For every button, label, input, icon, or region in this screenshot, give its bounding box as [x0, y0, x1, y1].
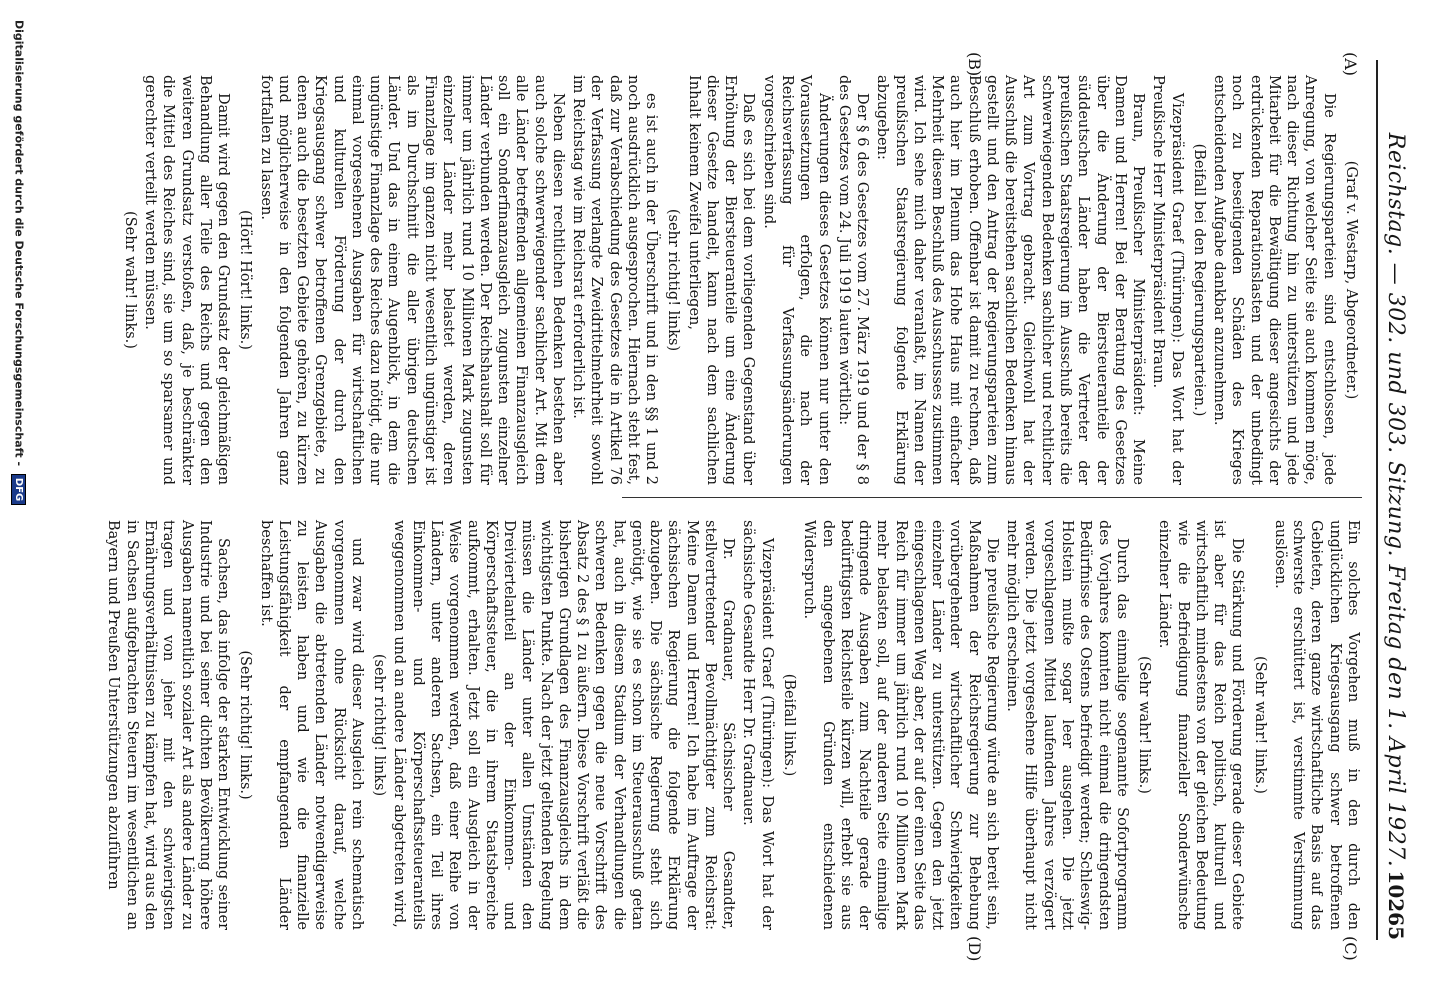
interjection: (Beifall bei den Regierungsparteien.) — [1190, 143, 1207, 417]
credit-text: Digitalisierung gefördert durch die Deutsche Forschungsgemeinschaft - — [12, 20, 26, 467]
margin-mark-b: (B) — [965, 52, 984, 77]
page-header — [1372, 60, 1412, 940]
paragraph: Sachsen, das infolge der starken Entwicklung seiner Industrie und bei seiner dichten Bevölkerung höhere Ausgaben namentlich sozialer Art als andere Länder zu tragen und von jeher mit den schwierigsten Ernährungsverhältnissen zu kämpfen hat, wird aus den in Sachsen aufgebrachten Steuern im wesentlichen an Bayern und Preußen Unterstützungen abzuführen — [105, 520, 232, 930]
margin-mark-c: (C) — [1341, 936, 1360, 961]
margin-mark-a: (A) — [1341, 52, 1360, 77]
interjection: (Graf v. Westarp, Abgeordneter.) — [1343, 160, 1359, 400]
paragraph: Neben diesen rechtlichen Bedenken bestehen aber auch solche schwerwiegender sachlicher Art. Mit dem alle Länder betreffenden allgemeinen Finanzausgleich soll ein Sonderfinanzausgleich zugunsten einzelner Länder verbunden werden. Der Reichshaushalt soll für immer um jährlich rund 10 Millionen Mark zugunsten einzelner Länder mehr belastet werden, deren Finanzlage im ganzen nicht wesentlich ungünstiger ist als im Durchschnitt die aller übrigen deutschen Länder. Und das in einem Augenblick, in dem die ungünstige Finanzlage des Reiches dazu nötigt, die nur einmal vorgesehenen Ausgaben für wirtschaftlichen und kulturellen Förderung der durch den Kriegsausgang schwer betroffenen Grenzgebiete, zu denen auch die besetzten Gebiete gehören, zu kürzen und möglicherweise in den folgenden Jahren ganz fortfallen zu lassen. — [257, 75, 566, 485]
interjection: (Hört! Hört! links.) — [237, 210, 254, 350]
paragraph: Änderungen dieses Gesetzes können nur unter den Voraussetzungen erfolgen, die nach der Reichsverfassung für Verfassungsänderungen vorgeschrieben sind. — [760, 75, 832, 485]
digitization-credit — [11, 20, 26, 980]
page-title: Reichstag. — 302. und 303. Sitzung. Freitag den 1. April 1927. — [1383, 132, 1408, 868]
interjection: (Sehr richtig! links.) — [237, 650, 254, 800]
header-rule — [1376, 60, 1378, 940]
paragraph: Daß es sich bei dem vorliegenden Gegenstand über Erhöhung der Biersteueranteile um eine Änderung dieser Gesetze handelt, kann nach dem sachlichen Inhalt keinem Zweifel unterliegen, — [685, 75, 757, 485]
paragraph: Dr. Gradnauer, Sächsischer Gesandter, stellvertretender Bevollmächtigter zum Reichsrat: Meine Damen und Herren! Ich habe im Auftrage der sächsischen Regierung die folgende Erklärung abzugeben. Die sächsische Regierung steht sich genötigt, wie sie es schon im Steuerausschuß getan hat, auch in diesem Stadium der Verhandlungen die schweren Bedenken gegen die neue Vorschrift des Absatz 2 des § 1 zu äußern. Diese Vorschrift verläßt die bisherigen Grundlagen des Finanzausgleichs in dem wichtigsten Punkte. Nach der jetzt geltenden Regelung müssen die Länder unter allen Umständen den Dreiviertelanteil an der Einkommen- und Körperschaftssteuer, die in ihrem Staatsbereiche aufkommt, erhalten. Jetzt soll ein Ausgleich in der Weise vorgenommen werden, daß einer Reihe von Ländern, unter anderen Sachsen, ein Teil ihres Einkommen- und Körperschaftssteueranteils weggenommen und an andere Länder abgetreten wird, — [391, 520, 737, 930]
page-number: 10265 — [1384, 870, 1408, 940]
paragraph: Die preußische Regierung würde an sich bereit sein, Maßnahmen der Reichsregierung zur Behebung vorübergehender wirtschaftlicher Schwierigkeiten einzelner Länder zu unterstützen. Gegen den jetzt eingeschlagenen Weg aber, der auf der einen Seite das Reich für immer um jährlich rund 10 Millionen Mark mehr belasten soll, auf der anderen Seite einmalige dringende Ausgaben zum Nachteile gerade der bedürftigsten Reichsteile kürzen will, erhebt sie aus den angegebenen Gründen entschiedenen Widerspruch. — [801, 520, 1000, 930]
paragraph: Braun, Preußischer Ministerpräsident: Meine Damen und Herren! Bei der Beratung des Gesetzes über die Änderung der Biersteueranteile der süddeutschen Länder haben die Vertreter der preußischen Staatsregierung im Ausschuß bereits die schwerwiegenden Bedenken sachlicher und rechtlicher Art zum Vortrag gebracht. Gleichwohl hat der Ausschuß die bereitstehen sachlichen Bedenken hinaus gestellt und den Antrag der Regierungsparteien zum Beschluß erhoben. Offenbar ist damit zu rechnen, daß auch hier im Plenum das Hohe Haus mit einfacher Mehrheit diesem Beschluß des Ausschusses zustimmen wird. Ich sehe mich daher veranlaßt, im Namen der preußischen Staatsregierung folgende Erklärung abzugeben: — [874, 75, 1147, 485]
paragraph: Der § 6 des Gesetzes vom 27. März 1919 und der § 8 des Gesetzes vom 24. Juli 1919 lauten wörtlich: — [835, 75, 871, 485]
left-text-column — [116, 75, 1362, 485]
interjection: (Sehr wahr! links.) — [1136, 656, 1153, 794]
paragraph: Durch das einmalige sogenannte Sofortprogramm des Vorjahres konnten nicht einmal die dringendsten Bedürfnisse des Ostens befriedigt werden; Schleswig-Holstein mußte sogar leer ausgehen. Die jetzt vorgeschlagenen Mittel laufenden Jahres verzögert werden. Die jetzt vorgesehene Hilfe überhaupt nicht mehr möglich erscheinen. — [1004, 520, 1130, 930]
margin-mark-d: (D) — [965, 936, 984, 962]
paragraph: und zwar wird dieser Ausgleich rein schematisch vorgenommen ohne Rücksicht darauf, welche Ausgaben die abtretenden Länder notwendigerweise zu leisten haben und wie die finanzielle Leistungsfähigkeit der empfangenden Länder beschaffen ist. — [257, 520, 365, 930]
paragraph: Damit wird gegen den Grundsatz der gleichmäßigen Behandlung aller Teile des Reichs und gegen den weiteren Grundsatz verstoßen, daß, je beschränkter die Mittel des Reiches sind, sie um so sparsamer und gerechter verteilt werden müssen. — [142, 75, 232, 485]
paragraph: Vizepräsident Graef (Thüringen): Das Wort hat der sächsische Gesandte Herr Dr. Gradnauer. — [740, 520, 775, 930]
paragraph: Vizepräsident Graef (Thüringen): Das Wort hat der Preußische Herr Ministerpräsident Braun. — [1150, 75, 1185, 485]
interjection: (sehr richtig! links) — [665, 208, 682, 352]
paragraph: es ist auch in der Überschrift und in den §§ 1 und 2 noch ausdrücklich ausgesprochen. Hiernach steht fest, daß zur Verabschiedung des Gesetzes die in Artikel 76 der Verfassung verlangte Zweidrittelmehrheit sowohl im Reichstag wie im Reichsrat erforderlich ist. — [570, 75, 660, 485]
interjection: (Sehr wahr! links.) — [121, 211, 138, 349]
column-divider — [622, 497, 1362, 498]
paragraph: Die Regierungsparteien sind entschlossen, jede Anregung, von welcher Seite sie auch kommen möge, nach dieser Richtung hin zu unterstützen und jede Mitarbeit für die Bewältigung dieser angesichts der erdrückenden Reparationslasten und der unbedingt noch zu beseitigenden Schäden des Krieges entscheidenden Aufgabe dankbar anzunehmen. — [1211, 75, 1337, 485]
dfg-logo: DFG — [11, 474, 26, 505]
paragraph: Ein solches Vorgehen muß in den durch den unglücklichen Kriegsausgang schwer betroffenen Gebieten, deren ganze wirtschaftliche Basis auf das schwerste erschüttert ist, verstimmte Verstimmung auslösen. — [1271, 520, 1361, 930]
interjection: (sehr richtig! links) — [371, 653, 388, 797]
interjection: (Sehr wahr! links.) — [1251, 656, 1268, 794]
paragraph: Die Stärkung und Förderung gerade dieser Gebiete ist aber für das Reich politisch, kulturell und wirtschaftlich mindestens von der gleichen Bedeutung wie die Befriedigung finanzieller Sonderwünsche einzelner Länder. — [1156, 520, 1246, 930]
interjection: (Beifall links.) — [781, 673, 798, 777]
right-text-column — [102, 520, 1362, 930]
